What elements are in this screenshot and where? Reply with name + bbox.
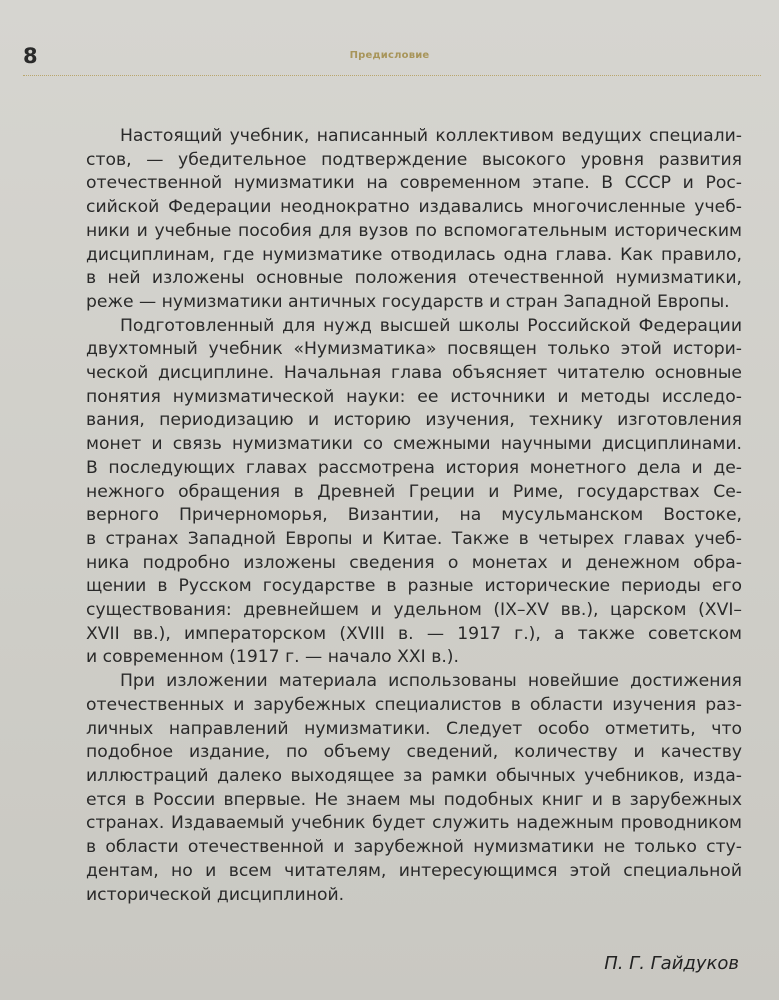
text-line: отечественной нумизматики на современном этапе. В СССР и Рос- (86, 173, 742, 194)
text-line: стов, — убедительное подтверждение высокого уровня развития (86, 149, 742, 170)
text-line: понятия нумизматической науки: ее источники и методы исследо- (86, 386, 742, 407)
text-line: дентам, но и всем читателям, интересующимся этой специальной (86, 860, 742, 881)
text-line: и современном (1917 г. — начало XXI в.). (86, 647, 459, 668)
paragraph-3 (86, 670, 742, 907)
paragraph-1 (86, 125, 742, 315)
text-line: верного Причерноморья, Византии, на мусульманском Востоке, (86, 505, 742, 526)
text-line: отечественных и зарубежных специалистов в области изучения раз- (86, 694, 742, 715)
paragraph-2 (86, 315, 742, 671)
text-line: дисциплинам, где нумизматике отводилась одна глава. Как правило, (86, 244, 742, 265)
text-line: ники и учебные пособия для вузов по вспомогательным историческим (86, 220, 742, 241)
author-signature: П. Г. Гайдуков (604, 953, 739, 974)
text-line: При изложении материала использованы новейшие достижения (120, 671, 742, 692)
text-line: существования: древнейшем и удельном (IX–XV вв.), царском (XVI– (86, 600, 742, 621)
text-line: в области отечественной и зарубежной нумизматики не только сту- (86, 837, 742, 858)
text-line: В последующих главах рассмотрена история монетного дела и де- (86, 457, 742, 478)
text-line: нежного обращения в Древней Греции и Риме, государствах Се- (86, 481, 742, 502)
text-line: двухтомный учебник «Нумизматика» посвящен только этой истори- (86, 339, 742, 360)
text-line: подобное издание, по объему сведений, количеству и качеству (86, 742, 742, 763)
text-line: ческой дисциплине. Начальная глава объясняет читателю основные (86, 363, 742, 384)
text-line: Настоящий учебник, написанный коллективом ведущих специали- (120, 126, 742, 146)
text-line: в странах Западной Европы и Китае. Также в четырех главах учеб- (86, 528, 742, 549)
text-line: ется в России впервые. Не знаем мы подобных книг и в зарубежных (86, 789, 742, 810)
text-line: Подготовленный для нужд высшей школы Российской Федерации (120, 315, 742, 336)
text-line: реже — нумизматики античных государств и стран Западной Европы. (86, 291, 730, 312)
header-divider (23, 75, 761, 76)
page-number: 8 (23, 44, 38, 68)
text-line: странах. Издаваемый учебник будет служить надежным проводником (86, 813, 742, 834)
text-line: сийской Федерации неоднократно издавались многочисленные учеб- (86, 197, 742, 218)
preface-body (86, 125, 742, 907)
text-line: исторической дисциплиной. (86, 884, 345, 905)
text-line: ника подробно изложены сведения о монетах и денежном обра- (86, 552, 742, 573)
text-line: в ней изложены основные положения отечественной нумизматики, (86, 268, 742, 289)
text-line: XVII вв.), императорском (XVIII в. — 1917 г.), а также советском (86, 623, 742, 644)
text-line: вания, периодизацию и историю изучения, технику изготовления (86, 410, 742, 431)
text-line: иллюстраций далеко выходящее за рамки обычных учебников, изда- (86, 765, 742, 786)
text-line: щении в Русском государстве в разные исторические периоды его (86, 576, 742, 597)
text-line: личных направлений нумизматики. Следует особо отметить, что (86, 718, 742, 739)
text-line: монет и связь нумизматики со смежными научными дисциплинами. (86, 434, 742, 455)
running-title: Предисловие (349, 50, 430, 61)
